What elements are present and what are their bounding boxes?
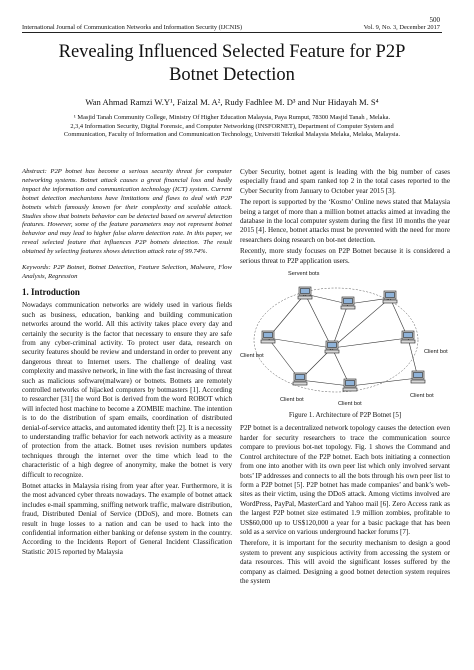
right-column — [240, 168, 450, 588]
label-client-bot-5: Client bot — [410, 393, 434, 400]
p2p-botnet-figure — [240, 268, 450, 410]
right-paragraph-5: Therefore, it is important for the security mechanism to design a good system to prevent any suspicious activity from accessing the system or data resources. This will avoid the significant losses suffered by the company as claimed. Designing a good botnet detection system requires the system — [240, 539, 450, 585]
abstract-text: P2P botnet has become a serious security threat for computer networking systems. Botnet attack causes a great financial loss and badly impact the information and communication technology (ICT) system. Current botnet detection mechanisms have limitations and flaws to deal with P2P botnets which famously known for their complexity and scalable attack. Studies show that botnets behavior can be detected based on several detection features. However, some of the feature parameters may not represent botnet behavior and may lead to higher false alarm detection rate. In this paper, we reveal selected feature that influences P2P botnets detection. The result obtained by selecting features shows detection attack rate of 99.74%. — [22, 168, 232, 256]
computer-node-icon — [261, 331, 275, 343]
label-servent-bots: Servent bots — [288, 271, 320, 278]
right-paragraph-4: P2P botnet is a decentralized network topology causes the detection even harder for security researchers to trace the communication source compare to previous bot-net topology. Fig. 1 shows the Command and Control architecture of the P2P botnet. Each bots initiating a connection from one into another with its own peer list which only involved servant bots’ IP addresses and connects to all the bots through his own peer list to form a P2P botnet [5]. P2P botnet has made companies’ and bank’s web-sites as their victim, using the DDoS attack. Among victims involved are WordPress, PayPal, MasterCard and Yahoo mail [6]. Zero Access rank as the largest P2P botnet size estimated 1.9 million zombies, profitable to US$60,000 up to US$120,000 a year for a basic package that has been sold as a service on various underground hacker forums [7]. — [240, 424, 450, 536]
computer-node-icon — [341, 297, 355, 309]
keywords-text: P2P Botnet, Botnet Detection, Feature Selection, Malware, Flow Analysis, Regression — [22, 264, 232, 280]
right-paragraph-3: Recently, more study focuses on P2P Botnet because it is considered a serious threat to P2P application users. — [240, 247, 450, 265]
keywords-label: Keywords: — [22, 264, 51, 272]
author-list: Wan Ahmad Ramzi W.Y¹, Faizal M. A², Rudy Fadhlee M. D³ and Nur Hidayah M. S⁴ — [85, 97, 379, 107]
computer-node-icon — [401, 331, 415, 343]
right-paragraph-2: The report is supported by the ‘Kosmo’ Online news stated that Malaysia being a target of more than a million botnet attacks aimed at invading the database in the local computer system during the first 10 months the year 2015 [4]. Hence, botnet attacks must be prevented with the need for more researchers doing research on bot-net detection. — [240, 198, 450, 244]
computer-node-icon — [293, 373, 307, 385]
affiliation-line-2: 2,3,4 Information Security, Digital Forensic, and Computer Networking (INSFORNET), Department of Computer System and — [70, 122, 394, 130]
label-client-bot-3: Client bot — [280, 397, 304, 404]
label-client-bot-2: Client bot — [424, 349, 448, 356]
affiliations — [30, 114, 434, 140]
left-paragraph-1: Nowadays communication networks are widely used in various fields such as business, education, banking and building communication networks around the world. All this activity takes place every day and certainly the security is the factor that necessary to ensure they are safe from any cyber-criminal activity. To protect user data, research on security features should be review and understand in order to prevent any dangerous threat to Internet users. The challenge of dealing vast complexity and massive network, in line with the fast increasing of threat such as malicious software(malware) or botnets. Botnets are remotely controlled networks of hijacked computers by botmasters [1]. According to researcher [31] the word Bot is derived from the word ROBOT which will infected host machine to become a ZOMBIE machine. The intention is to do the distribution of spam emails, coordination of distributed denial-of-service attacks, and automated identity theft [2]. It is a necessity to understanding traffic behavior for each network activity as a measure of protection from the attack. Botnet uses revision numbers updates techniques through the internet over the time which lead to the characteristic of a high degree of anonymity, make the botnet is very difficult to recognize. — [22, 301, 232, 479]
journal-name: International Journal of Communication Networks and Information Security (IJCNIS) — [22, 24, 243, 31]
affiliation-line-3: Communication, Faculty of Information and Communication Technology, Universiti Teknikal Malaysia Melaka, Melaka, Malaysia. — [63, 131, 401, 139]
computer-node-icon — [343, 379, 357, 391]
keywords — [22, 264, 232, 282]
abstract — [22, 168, 232, 257]
header-rule — [22, 32, 442, 33]
label-client-bot-4: Client bot — [338, 401, 362, 408]
computer-node-icon — [298, 287, 312, 299]
page-number: 500 — [429, 16, 440, 24]
label-client-bot-1: Client bot — [240, 353, 264, 360]
computer-node-icon — [411, 371, 425, 383]
left-column — [22, 168, 232, 559]
botnet-diagram — [240, 268, 450, 410]
paper-title — [22, 41, 442, 87]
title-line-2: Botnet Detection — [169, 65, 295, 85]
left-paragraph-2: Botnet attacks in Malaysia rising from year after year. Furthermore, it is the most advanced cyber threats nowadays. The example of botnet attack includes e-mail spamming, sniffing network traffic, malware distribution, fraud, Distributed Denial of Service (DDoS), and more. Botnets can result in huge losses to a nation and can be used to hack into the confidential information either banking or defense system in the country. According to the Incidents Report of General Incident Classification Statistic 2015 reported by Malaysia — [22, 482, 232, 556]
right-paragraph-1: Cyber Security, botnet agent is leading with the big number of cases especially fraud and spam ranked top 2 in the total cases reported to the Cyber Security from January to October year 2015 [3]. — [240, 168, 450, 195]
affiliation-line-1: ¹ Masjid Tanah Community College, Ministry Of Higher Education Malaysia, Paya Rumput, 78300 Masjid Tanah , Melaka. — [73, 114, 391, 121]
computer-node-icon — [325, 341, 339, 353]
section-heading: 1. Introduction — [22, 286, 80, 297]
computer-node-icon — [383, 291, 397, 303]
abstract-label: Abstract: — [22, 168, 47, 175]
figure-caption: Figure 1. Architecture of P2P Botnet [5] — [288, 411, 402, 420]
title-line-1: Revealing Influenced Selected Feature for P2P — [58, 42, 406, 62]
volume-info: Vol. 9, No. 3, December 2017 — [363, 24, 440, 31]
